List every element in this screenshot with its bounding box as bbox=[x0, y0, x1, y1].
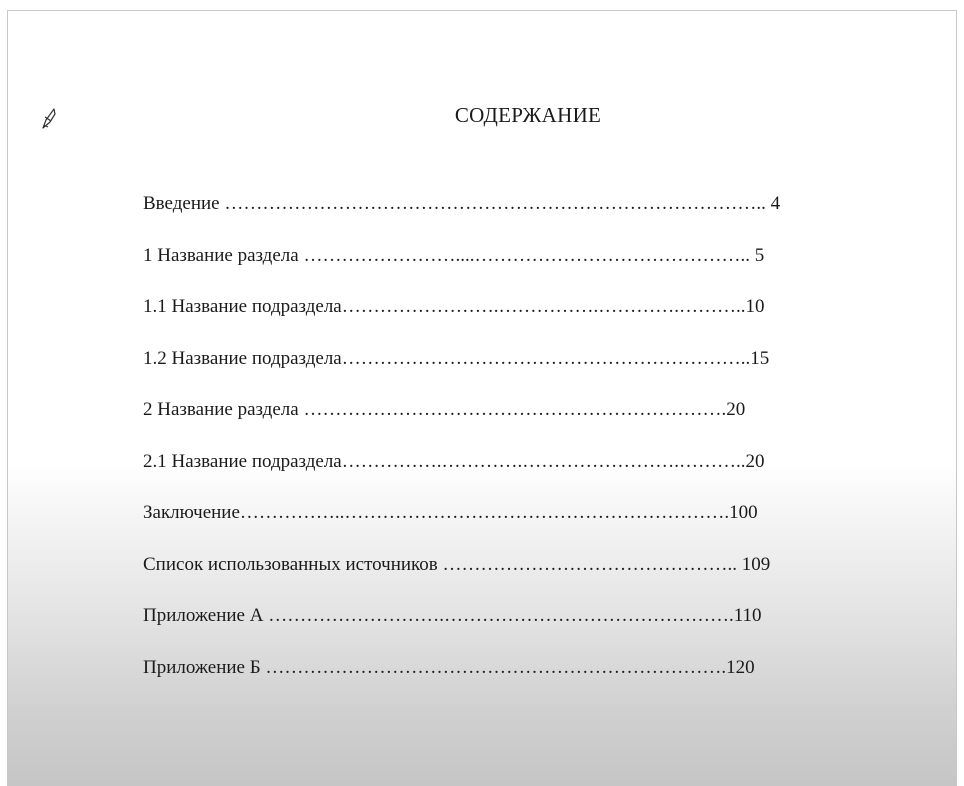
toc-entry-subsection-2-1: 2.1 Название подраздела…………….………….…………………….………..20 bbox=[143, 450, 765, 472]
toc-entry-references: Список использованных источников ……………………………………….. 109 bbox=[143, 553, 771, 575]
document-page bbox=[7, 10, 957, 786]
toc-entry-section-1: 1 Название раздела ……………………....…………………………………….. 5 bbox=[143, 244, 765, 266]
toc-entry-introduction: Введение ………………………………………………………………………….. 4 bbox=[143, 193, 781, 214]
toc-entry-appendix-a: Приложение А ……………………….……………………………………….110 bbox=[143, 605, 762, 626]
toc-entry-subsection-1-2: 1.2 Название подраздела………………………………………………………..15 bbox=[143, 347, 770, 369]
toc-heading: СОДЕРЖАНИЕ bbox=[454, 103, 602, 127]
toc-entry-conclusion: Заключение……………..…………………………………………………….100 bbox=[143, 502, 758, 523]
toc-entry-appendix-b: Приложение Б ……………………………………………………………….120 bbox=[143, 656, 755, 678]
toc-entry-subsection-1-1: 1.1 Название подраздела…………………….…………….………….………..10 bbox=[143, 296, 765, 317]
toc-entry-section-2: 2 Название раздела ………………………………………………………….20 bbox=[143, 399, 746, 420]
table-of-contents bbox=[143, 183, 780, 698]
